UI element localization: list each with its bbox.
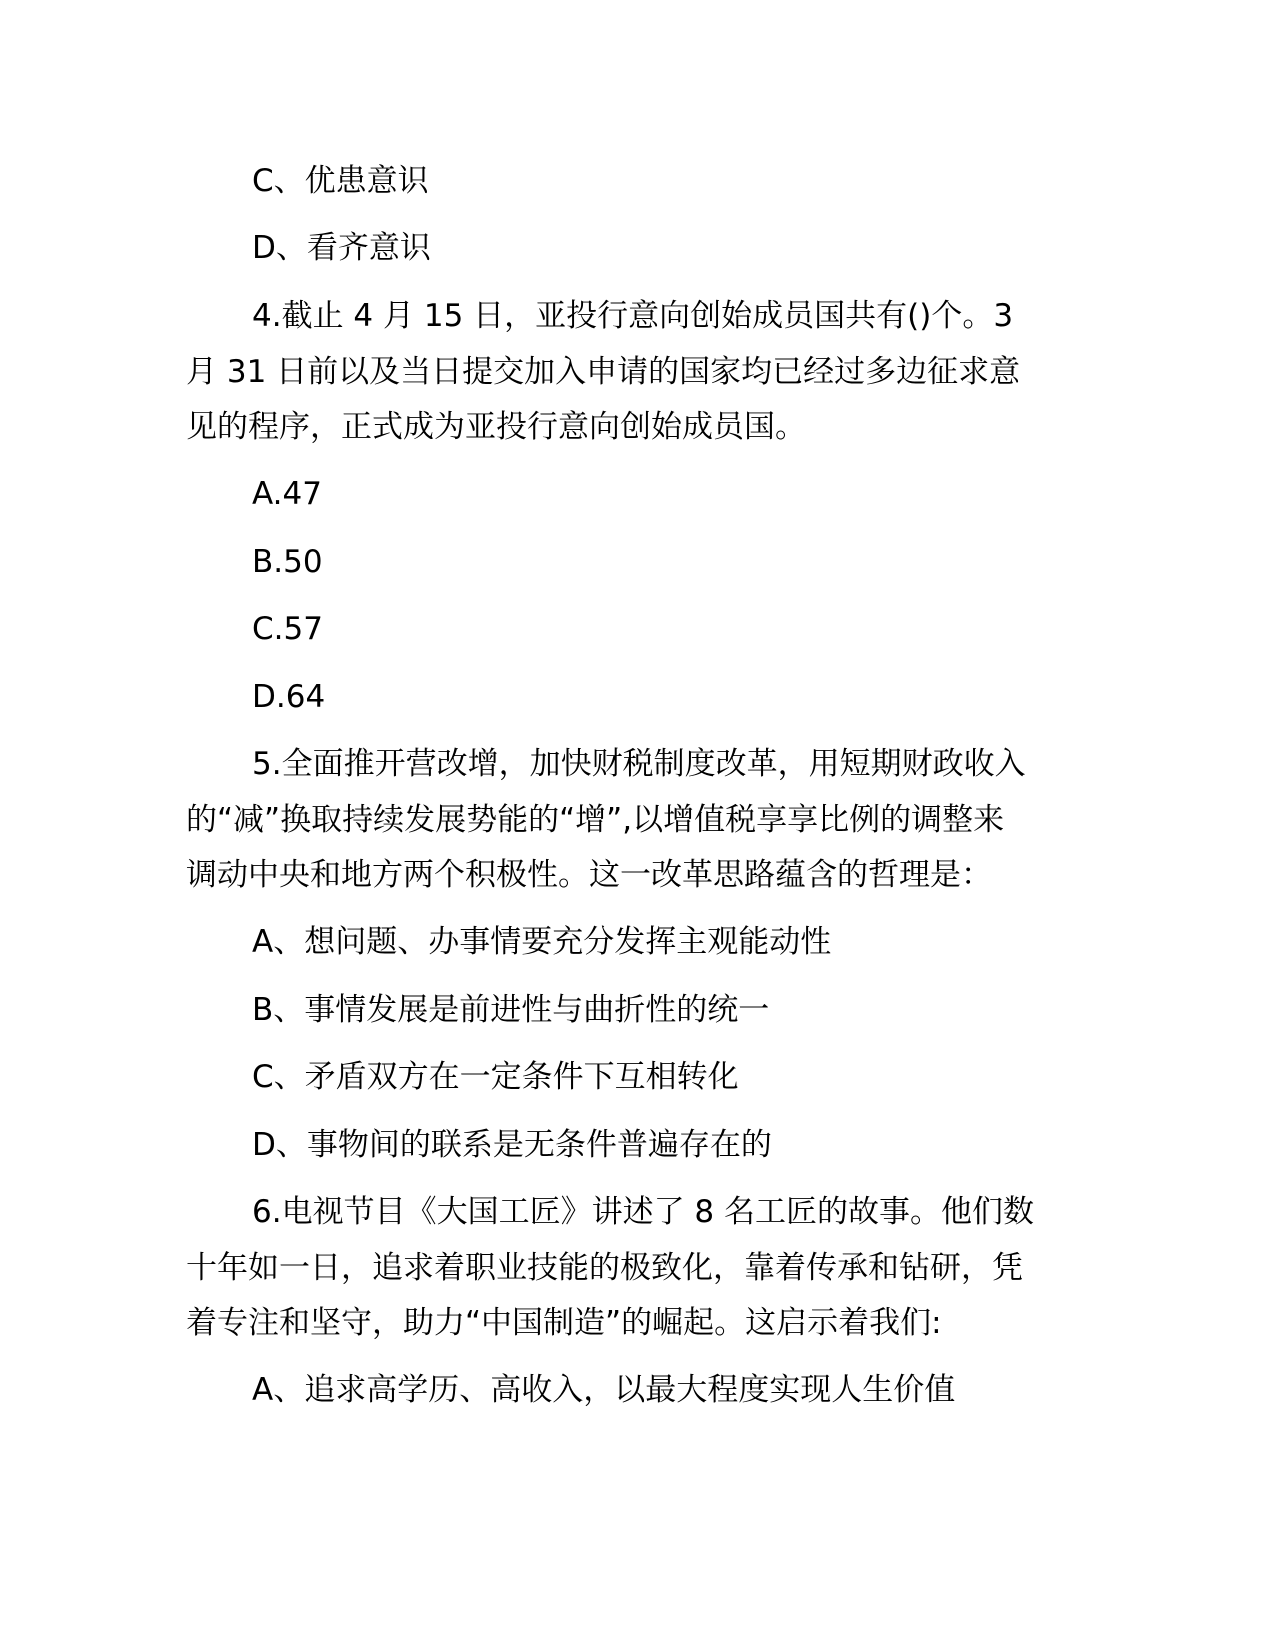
question-4-option-d: D.64 — [252, 679, 326, 715]
question-5-option-b: B、事情发展是前进性与曲折性的统一 — [252, 992, 770, 1028]
question-5-line-3: 调动中央和地方两个积极性。这一改革思路蕴含的哲理是： — [186, 857, 992, 893]
question-5-line-1: 5.全面推开营改增，加快财税制度改革，用短期财政收入 — [252, 746, 1026, 782]
question-4-line-1: 4.截止 4 月 15 日，亚投行意向创始成员国共有()个。3 — [252, 298, 1014, 334]
question-4-option-b: B.50 — [252, 544, 323, 580]
question-5-option-d: D、事物间的联系是无条件普遍存在的 — [252, 1127, 772, 1163]
question-5-line-2: 的“减”换取持续发展势能的“增”,以增值税享享比例的调整来 — [186, 802, 1005, 838]
question-4-option-a: A.47 — [252, 476, 322, 512]
option-d-prev: D、看齐意识 — [252, 230, 431, 266]
question-5-option-c: C、矛盾双方在一定条件下互相转化 — [252, 1059, 739, 1095]
option-c-prev: C、优患意识 — [252, 163, 429, 199]
question-5-option-a: A、想问题、办事情要充分发挥主观能动性 — [252, 924, 832, 960]
question-6-option-a: A、追求高学历、高收入，以最大程度实现人生价值 — [252, 1372, 956, 1408]
question-4-line-3: 见的程序，正式成为亚投行意向创始成员国。 — [186, 409, 806, 445]
question-6-line-1: 6.电视节目《大国工匠》讲述了 8 名工匠的故事。他们数 — [252, 1194, 1035, 1230]
question-4-line-2: 月 31 日前以及当日提交加入申请的国家均已经过多边征求意 — [186, 354, 1021, 390]
question-4-option-c: C.57 — [252, 611, 323, 647]
question-6-line-3: 着专注和坚守，助力“中国制造”的崛起。这启示着我们: — [186, 1305, 942, 1341]
question-6-line-2: 十年如一日，追求着职业技能的极致化，靠着传承和钻研，凭 — [186, 1250, 1023, 1286]
